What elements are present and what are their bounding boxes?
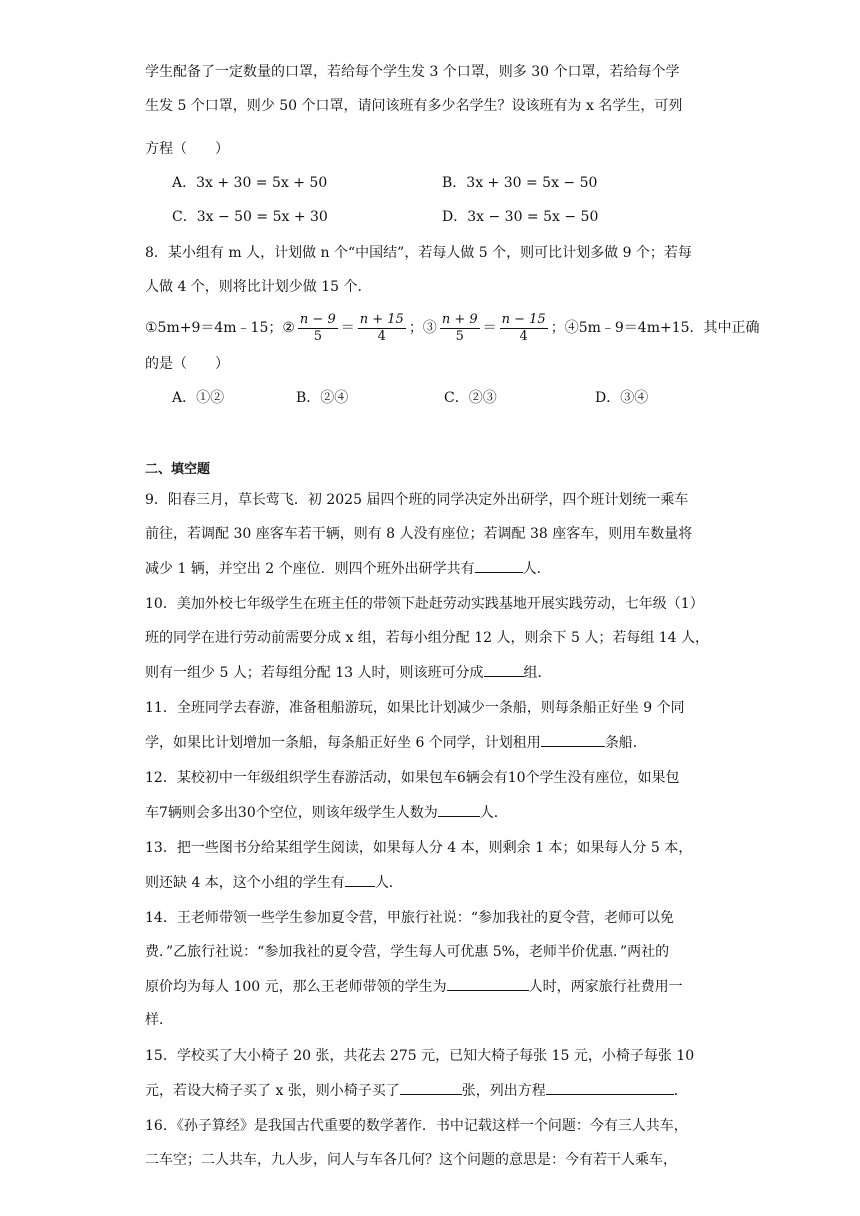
q8-option-c: C．②③ [444,390,497,406]
q8-line-4: 的是（ ） [145,356,229,372]
q13-line-2 [145,872,403,893]
q15-text: 元，若设大椅子买了 x 张，则小椅子买了 [145,1083,400,1099]
q10-line-1: 10．美加外校七年级学生在班主任的带领下赴赶劳动实践基地开展实践劳动，七年级（1） [145,596,704,612]
q9-line-2: 前往，若调配 30 座客车若干辆，则有 8 人没有座位；若调配 38 座客车，则用车数量将 [145,526,693,542]
q8-fraction-2 [358,312,406,345]
q16-line-2: 二车空；二人共车，九人步，问人与车各几何？这个问题的意思是：今有若干人乘车， [145,1152,677,1168]
q8-fraction-4 [500,312,548,345]
q14-line-1: 14．王老师带领一些学生参加夏令营，甲旅行社说：“参加我社的夏令营，老师可以免 [145,910,674,926]
q10-line-3 [145,662,552,683]
q9-text: 减少 1 辆，并空出 2 个座位．则四个班外出研学共有 [145,561,475,577]
q12-text: 车7辆则会多出30个空位，则该年级学生人数为 [145,805,438,821]
q8-fraction-2-num: n + 15 [359,311,404,327]
q15-text-mid: 张，列出方程 [461,1083,546,1099]
q12-line-1: 12．某校初中一年级组织学生春游活动，如果包车6辆会有10个学生没有座位，如果包 [145,770,680,786]
q8-fraction-1 [298,312,338,345]
q15-line-2 [145,1080,688,1101]
q8-line-2: 人做 4 个，则将比计划少做 15 个． [145,279,372,295]
q10-answer-blank[interactable] [484,662,524,677]
q8-line-1: 8．某小组有 m 人，计划做 n 个“中国结”，若每人做 5 个，则可比计划多做 9 个；若每 [145,245,692,261]
q7-option-c: C．3x − 50 = 5x + 30 [172,209,328,225]
q9-text-end: 人． [522,561,551,577]
q14-line-2: 费．”乙旅行社说：“参加我社的夏令营，学生每人可优惠 5%，老师半价优惠．”两社的 [145,944,670,960]
q10-text-end: 组． [523,665,552,681]
q11-line-2 [145,732,647,753]
q8-eq-part-1: ①5m+9＝4m﹣15；② [145,320,295,336]
q13-text: 则还缺 4 本，这个小组的学生有 [145,875,345,891]
q13-text-end: 人． [374,875,403,891]
q11-line-1: 11．全班同学去春游，准备租船游玩，如果比计划减少一条船，则每条船正好坐 9 个同 [145,700,685,716]
q8-eq-sign-1: ＝ [340,320,355,336]
q15-line-1: 15．学校买了大小椅子 20 张，共花去 275 元，已知大椅子每张 15 元，小椅子每张 10 [145,1048,695,1064]
q8-fraction-3-den: 5 [455,328,464,344]
q8-fraction-3-num: n + 9 [441,311,478,327]
q11-text: 学，如果比计划增加一条船，每条船正好坐 6 个同学，计划租用 [145,735,541,751]
q8-eq-part-3: ；④5m﹣9＝4m+15．其中正确 [550,320,760,336]
q14-line-3 [145,976,683,997]
q8-option-a: A．①② [172,390,225,406]
q11-answer-blank[interactable] [541,732,605,747]
q7-option-b: B．3x + 30 = 5x − 50 [442,175,598,191]
q15-text-end: ． [673,1083,688,1099]
q8-fraction-4-den: 4 [519,328,528,344]
q13-line-1: 13．把一些图书分给某组学生阅读，如果每人分 4 本，则剩余 1 本；如果每人分 5 本， [145,840,693,856]
q14-text-end: 人时，两家旅行社费用一 [528,979,683,995]
q7-option-d: D．3x − 30 = 5x − 50 [442,209,599,225]
q7-line-3: 方程（ ） [145,141,229,157]
q10-text: 则有一组少 5 人；若每组分配 13 人时，则该班可分成 [145,665,484,681]
q8-eq-part-2: ；③ [408,320,437,336]
q14-answer-blank[interactable] [447,976,529,991]
q7-option-a: A．3x + 30 = 5x + 50 [172,175,328,191]
q8-eq-sign-2: ＝ [482,320,497,336]
q15-answer-blank-2[interactable] [546,1080,674,1095]
q7-line-1: 学生配备了一定数量的口罩，若给每个学生发 3 个口罩，则多 30 个口罩，若给每个学 [145,64,680,80]
q14-text: 原价均为每人 100 元，那么王老师带领的学生为 [145,979,447,995]
q9-line-3 [145,558,551,579]
q8-option-d: D．③④ [595,390,649,406]
q7-line-2: 生发 5 个口罩，则少 50 个口罩，请问该班有多少名学生？设该班有为 x 名学生，可列 [145,98,683,114]
q8-fraction-1-den: 5 [313,328,322,344]
q11-text-end: 条船． [604,735,647,751]
q8-fraction-2-den: 4 [377,328,386,344]
q10-line-2: 班的同学在进行劳动前需要分成 x 组，若每小组分配 12 人，则余下 5 人；若每组 14 人， [145,630,710,646]
q12-line-2 [145,802,508,823]
q15-answer-blank-1[interactable] [400,1080,462,1095]
q9-line-1: 9．阳春三月，草长莺飞．初 2025 届四个班的同学决定外出研学，四个班计划统一乘车 [145,492,689,508]
q8-option-b: B．②④ [296,390,349,406]
q13-answer-blank[interactable] [345,872,375,887]
q14-line-4: 样． [145,1012,173,1028]
section-heading-fill-in: 二、填空题 [145,462,211,477]
q9-answer-blank[interactable] [475,558,523,573]
q8-equations [145,310,760,346]
q16-line-1: 16．《孙子算经》是我国古代重要的数学著作．书中记载这样一个问题：今有三人共车， [145,1118,688,1134]
q12-answer-blank[interactable] [438,802,480,817]
q12-text-end: 人． [479,805,508,821]
q8-fraction-4-num: n − 15 [501,311,546,327]
q8-fraction-1-num: n − 9 [299,311,336,327]
q8-fraction-3 [440,312,480,345]
